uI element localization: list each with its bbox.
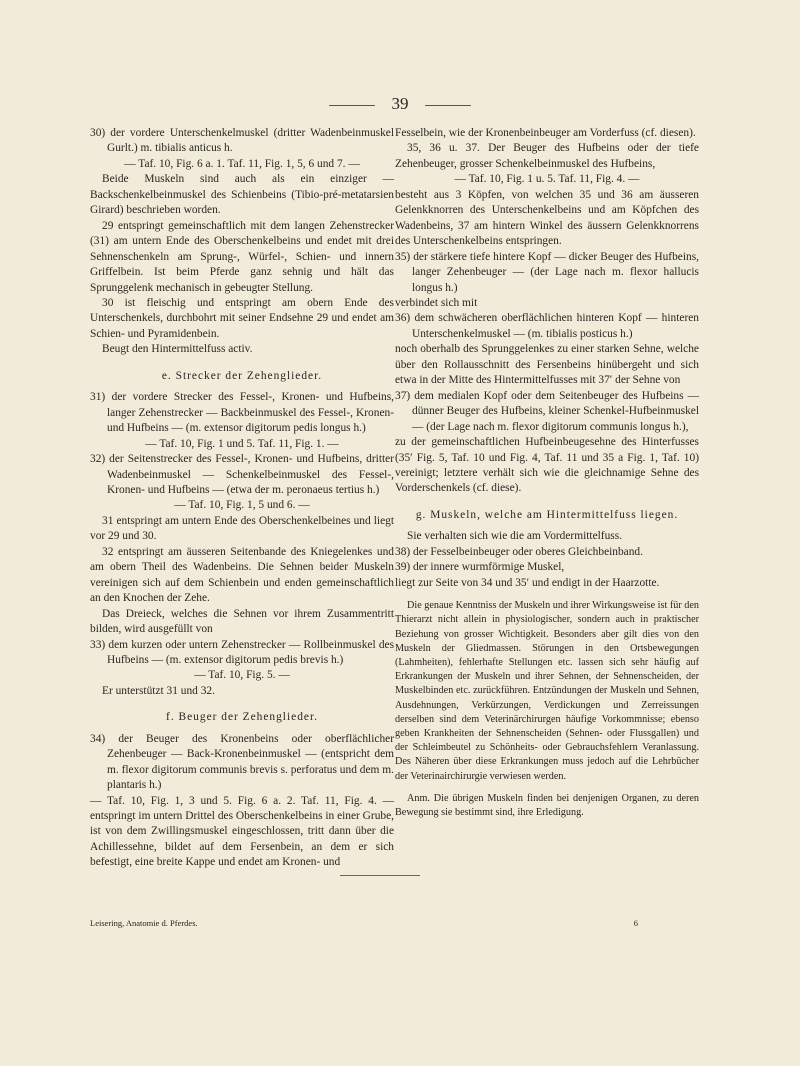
figure-reference: — Taf. 10, Fig. 1 u. 5. Taf. 11, Fig. 4. — [454,173,640,186]
footer-signature-text: Leisering, Anatomie d. Pferdes. [90,918,198,928]
small-print-paragraph: Die genaue Kenntniss der Muskeln und ihrer Wirkungsweise ist für den Thierarzt nicht allein in physiologischer, sondern auch in praktischer Beziehung von grosser Wichtigkeit. Besonders aber gilt dies von den Muskeln der Gliedmassen. Störungen in den Ortsbewegungen (Lahmheiten), fehlerhafte Stellungen etc. lassen sich sehr häufig auf Erkrankungen der Muskeln und ihrer Sehnen, der Sehnenscheiden, der Muskelbinden etc. zurückführen. Entzündungen der Muskeln und Sehnen, Ausdehnungen, Verkürzungen, Verdickungen und Zerreissungen derselben sind dem Veterinärchirurgen häufige Vorkommnisse; ebenso geben Krankheiten der Sehnenscheiden (Sehnen- oder Flussgallen) und der Schleimbeutel zu Schönheits- oder Gebrauchsfehlern Veranlassung. Des Näheren über diese Erkrankungen muss jedoch auf die Lehrbücher der Veterinairchirurgie verwiesen werden. [395,600,699,782]
paragraph: verbindet sich mit [395,296,478,309]
paragraph: besteht aus 3 Köpfen, von welchen 35 und 36 am äusseren Gelenkknorren des Unterschenkelbeins und am Köpfchen des Wadenbeins, 37 am hintern Winkel des äussern Gelenkknorrens des Unterschenkelbeins entspringen. [395,188,699,248]
paragraph: 33) dem kurzen oder untern Zehenstrecker — Rollbeinmuskel des Hufbeins — (m. extensor digitorum pedis brevis h.) [90,638,394,666]
paragraph: 29 entspringt gemeinschaftlich mit dem langen Zehenstrecker (31) am untern Ende des Oberschenkelbeins und endet mit drei Sehnenschenkeln am Sprung-, Würfel-, Schien- und innern Griffelbein. Ist beim Pferde ganz sehnig und hält das Sprunggelenk mechanisch in gebeugter Stellung. [90,219,394,294]
sheet-signature: 6 [633,918,638,928]
paragraph: 30) der vordere Unterschenkelmuskel (dritter Wadenbeinmuskel Gurlt.) m. tibialis anticus h. [90,127,394,155]
figure-reference: — Taf. 10, Fig. 1 und 5. Taf. 11, Fig. 1. — [145,437,339,450]
paragraph: 32 entspringt am äusseren Seitenbande des Kniegelenkes und am obern Theil des Wadenbeins. Die Sehnen beider Muskeln vereinigen sich auf dem Schienbein und enden gemeinschaftlich an den Knochen der Zehe. [90,545,394,605]
paragraph: 36) dem schwächeren oberflächlichen hinteren Kopf — hinteren Unterschenkelmuskel — (m. tibialis posticus h.) [395,312,699,340]
left-column [90,126,394,871]
paragraph: 31) der vordere Strecker des Fessel-, Kronen- und Hufbeins, langer Zehenstrecker — Backbeinmuskel des Fessel-, Kronen- und Hufbeins — (m. extensor digitorum pedis longus h.) [90,391,394,435]
paragraph: Sie verhalten sich wie die am Vordermittelfuss. [407,530,623,543]
section-heading: e. Strecker der Zehenglieder. [161,369,323,382]
right-column [395,126,699,820]
section-heading: g. Muskeln, welche am Hintermittelfuss liegen. [415,508,679,521]
paragraph: zu der gemeinschaftlichen Hufbeinbeugesehne des Hinterfusses (35′ Fig. 5, Taf. 10 und Fig. 4, Taf. 11 und 35 a Fig. 1, Taf. 10) vereinigt; letztere verhält sich wie die gleichnamige Sehne des Vorderschenkels (cf. diese). [395,436,699,495]
paragraph: — Taf. 10, Fig. 1, 3 und 5. Fig. 6 a. 2. Taf. 11, Fig. 4. — entspringt im untern Drittel des Oberschenkelbeins in einer Grube, ist von dem Zwillingsmuskel eingeschlossen, tritt dann über die Achillessehne, bildet auf dem Fersenbein, an dem er sich befestigt, eine breite Kappe und endet am Kronen- und [90,794,394,869]
page-number: 39 [391,94,409,113]
figure-reference: — Taf. 10, Fig. 5. — [194,669,290,682]
paragraph: Beide Muskeln sind auch als ein einziger — Backschenkelbeinmuskel des Schienbeins (Tibio-pré-metatarsien Girard) beschrieben worden. [90,173,394,217]
paragraph: 35, 36 u. 37. Der Beuger des Hufbeins oder der tiefe Zehenbeuger, grosser Schenkelbeinmuskel des Hufbeins, [395,142,699,170]
figure-reference: — Taf. 10, Fig. 6 a. 1. Taf. 11, Fig. 1, 5, 6 und 7. — [124,157,360,170]
paragraph: 30 ist fleischig und entspringt am obern Ende des Unterschenkels, durchbohrt mit seiner Endsehne 29 und endet am Schien- und Pyramidenbein. [90,296,394,340]
paragraph: 35) der stärkere tiefe hintere Kopf — dicker Beuger des Hufbeins, langer Zehenbeuger — (der Lage nach m. flexor hallucis longus h.) [395,250,699,294]
note: Anm. Die übrigen Muskeln finden bei denjenigen Organen, zu deren Bewegung sie bestimmt sind, ihre Erledigung. [395,792,699,818]
paragraph: Das Dreieck, welches die Sehnen vor ihrem Zusammentritt bilden, wird ausgefüllt von [90,607,394,636]
paragraph: 38) der Fesselbeinbeuger oder oberes Gleichbeinband. [395,545,643,558]
paragraph: 34) der Beuger des Kronenbeins oder oberflächlicher Zehenbeuger — Back-Kronenbeinmuskel — (entspricht dem m. flexor digitorum communis brevis s. perforatus und dem m. plantaris h.) [90,732,394,792]
end-rule [340,875,420,876]
paragraph: Er unterstützt 31 und 32. [102,684,215,697]
section-heading: f. Beuger der Zehenglieder. [166,711,318,724]
paragraph: Beugt den Hintermittelfuss activ. [102,343,253,356]
figure-reference: — Taf. 10, Fig. 1, 5 und 6. — [174,499,310,512]
paragraph: liegt zur Seite von 34 und 35′ und endigt in der Haarzotte. [395,576,660,589]
paragraph: 32) der Seitenstrecker des Fessel-, Kronen- und Hufbeins, dritter Wadenbeinmuskel — Schenkelbeinmuskel des Fessel-, Kronen- und Hufbeins — (etwa der m. peronaeus tertius h.) [90,453,394,496]
paragraph: noch oberhalb des Sprunggelenkes zu einer starken Sehne, welche über den Rollausschnitt des Fersenbeins hinübergeht und sich etwa in der Mitte des Hintermittelfusses mit 37′ der Sehne von [395,343,699,387]
paragraph: 39) der innere wurmförmige Muskel, [395,561,565,574]
paragraph: 37) dem medialen Kopf oder dem Seitenbeuger des Hufbeins — dünner Beuger des Hufbeins, kleiner Schenkel-Hufbeinmuskel — (der Lage nach m. flexor digitorum communis longus h.), [395,389,699,433]
header-rule-left [329,105,375,106]
header-rule-right [425,105,471,106]
footer [90,918,638,928]
paragraph: Fesselbein, wie der Kronenbeinbeuger am Vorderfuss (cf. diesen). [395,127,696,139]
page-header [0,94,800,114]
paragraph: 31 entspringt am untern Ende des Oberschenkelbeines und liegt vor 29 und 30. [90,514,394,543]
